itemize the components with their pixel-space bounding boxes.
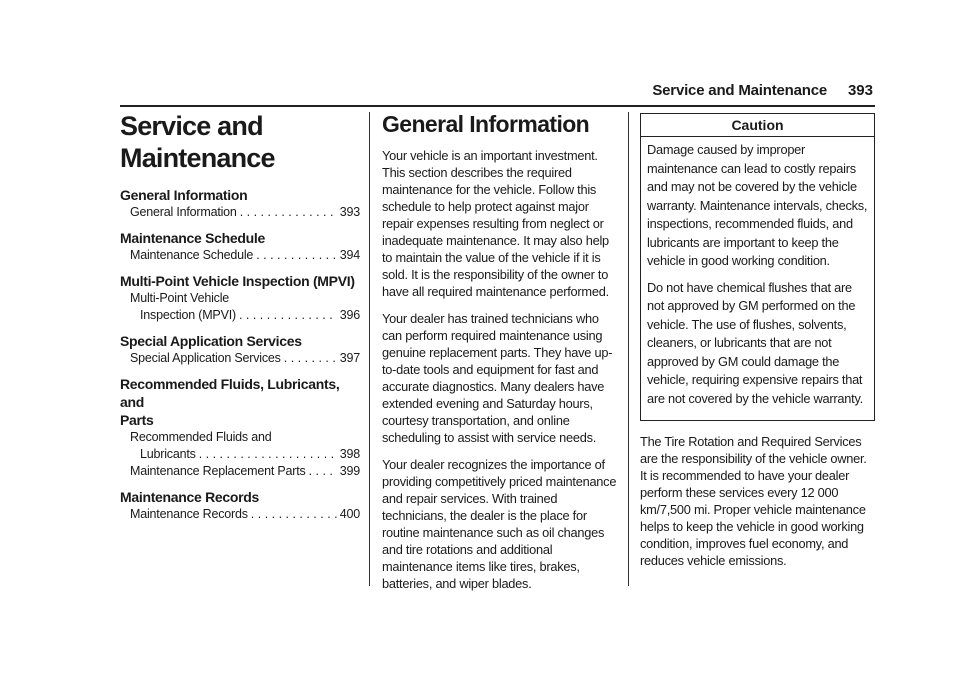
toc-entry[interactable] xyxy=(120,350,360,367)
toc-heading-line1: Recommended Fluids, Lubricants, and xyxy=(120,376,340,410)
caution-box xyxy=(640,113,875,421)
running-header-title: Service and Maintenance xyxy=(652,82,827,99)
body-paragraph: Your dealer has trained technicians who can perform required maintenance using genuine replacement parts. They have up-to-date tools and equipment for fast and accurate diagnostics. Many dealers have extended evening and Saturday hours, courtesy transportation, and online scheduling to assist with service needs. xyxy=(382,311,613,445)
toc-entry-label: Inspection (MPVI) xyxy=(140,308,236,322)
toc-leader-dots xyxy=(284,350,337,367)
general-information-heading: General Information xyxy=(382,111,590,137)
tire-rotation-paragraph: The Tire Rotation and Required Services are the responsibility of the vehicle owner. It is recommended to have your dealer perform these services every 12 000 km/7,500 mi. Proper vehicle maintenance helps to keep the vehicle in good working condition, improves fuel economy, and reduces vehicle emissions. xyxy=(640,434,867,568)
toc-entry-label: Maintenance Replacement Parts xyxy=(130,464,306,478)
page-number: 393 xyxy=(847,82,873,99)
toc-heading: Special Application Services xyxy=(120,333,302,349)
toc-heading: Maintenance Schedule xyxy=(120,230,265,246)
toc-leader-dots xyxy=(199,446,337,463)
toc-entry-page: 393 xyxy=(339,205,360,219)
right-column xyxy=(640,113,875,579)
toc-entry[interactable] xyxy=(120,463,360,480)
toc-entry-page: 394 xyxy=(339,248,360,262)
toc-group-recommended-fluids xyxy=(120,375,360,480)
toc-group-general-information xyxy=(120,186,360,221)
toc-entry-page: 396 xyxy=(339,308,360,322)
caution-body xyxy=(641,137,874,420)
column-divider-right xyxy=(628,112,629,586)
section-title: Service and Maintenance xyxy=(120,111,275,173)
section-toc xyxy=(120,110,360,523)
toc-heading-line2: Parts xyxy=(120,412,154,428)
toc-entry[interactable] xyxy=(120,446,360,463)
toc-entry[interactable] xyxy=(120,506,360,523)
toc-entry-label-line1[interactable]: Multi-Point Vehicle xyxy=(130,291,230,305)
toc-entry-page: 400 xyxy=(339,507,360,521)
caution-paragraph: Damage caused by improper maintenance can lead to costly repairs and may not be covered by the vehicle warranty. Maintenance intervals, checks, inspections, recommended fluids, and lubricants are important to keep the vehicle in good working condition. xyxy=(647,142,868,268)
header-rule xyxy=(120,105,875,107)
toc-group-maintenance-schedule xyxy=(120,229,360,264)
toc-leader-dots xyxy=(251,506,337,523)
toc-group-special-application-services xyxy=(120,332,360,367)
body-paragraph: Your dealer recognizes the importance of providing competitively priced maintenance and repair services. With trained technicians, the dealer is the place for routine maintenance such as oil changes and tire rotations and additional maintenance items like tires, brakes, batteries, and wiper blades. xyxy=(382,457,617,591)
toc-leader-dots xyxy=(309,463,337,480)
toc-entry-page: 397 xyxy=(339,351,360,365)
toc-leader-dots xyxy=(256,247,337,264)
toc-entry[interactable] xyxy=(120,204,360,221)
toc-leader-dots xyxy=(240,204,337,221)
general-information-section xyxy=(382,110,617,602)
toc-entry-label: Maintenance Schedule xyxy=(130,248,254,262)
toc-entry-label: Maintenance Records xyxy=(130,507,248,521)
toc-entry-page: 398 xyxy=(339,447,360,461)
toc-heading: Maintenance Records xyxy=(120,489,260,505)
column-divider-left xyxy=(369,112,370,586)
toc-entry[interactable] xyxy=(120,307,360,324)
toc-heading: Multi-Point Vehicle Inspection (MPVI) xyxy=(120,273,355,289)
toc-entry-label: General Information xyxy=(130,205,237,219)
toc-entry[interactable] xyxy=(120,247,360,264)
toc-entry-label-line1[interactable]: Recommended Fluids and xyxy=(130,430,272,444)
toc-entry-label: Lubricants xyxy=(140,447,196,461)
caution-paragraph: Do not have chemical flushes that are not approved by GM performed on the vehicle. The use of flushes, solvents, cleaners, or lubricants that are not approved by GM could damage the vehicle, requiring expensive repairs that are not covered by the vehicle warranty. xyxy=(647,279,863,406)
body-paragraph: Your vehicle is an important investment. This section describes the required maintenance for the vehicle. Follow this schedule to help protect against major repair expenses resulting from neglect or inadequate maintenance. It may also help to maintain the value of the vehicle if it is sold. It is the responsibility of the owner to have all required maintenance performed. xyxy=(382,148,609,299)
caution-heading: Caution xyxy=(641,114,874,137)
toc-group-maintenance-records xyxy=(120,488,360,523)
toc-heading: General Information xyxy=(120,187,248,203)
toc-entry-label: Special Application Services xyxy=(130,351,281,365)
toc-group-mpvi xyxy=(120,272,360,324)
toc-entry-page: 399 xyxy=(339,464,360,478)
toc-leader-dots xyxy=(239,307,337,324)
running-header xyxy=(120,80,875,102)
